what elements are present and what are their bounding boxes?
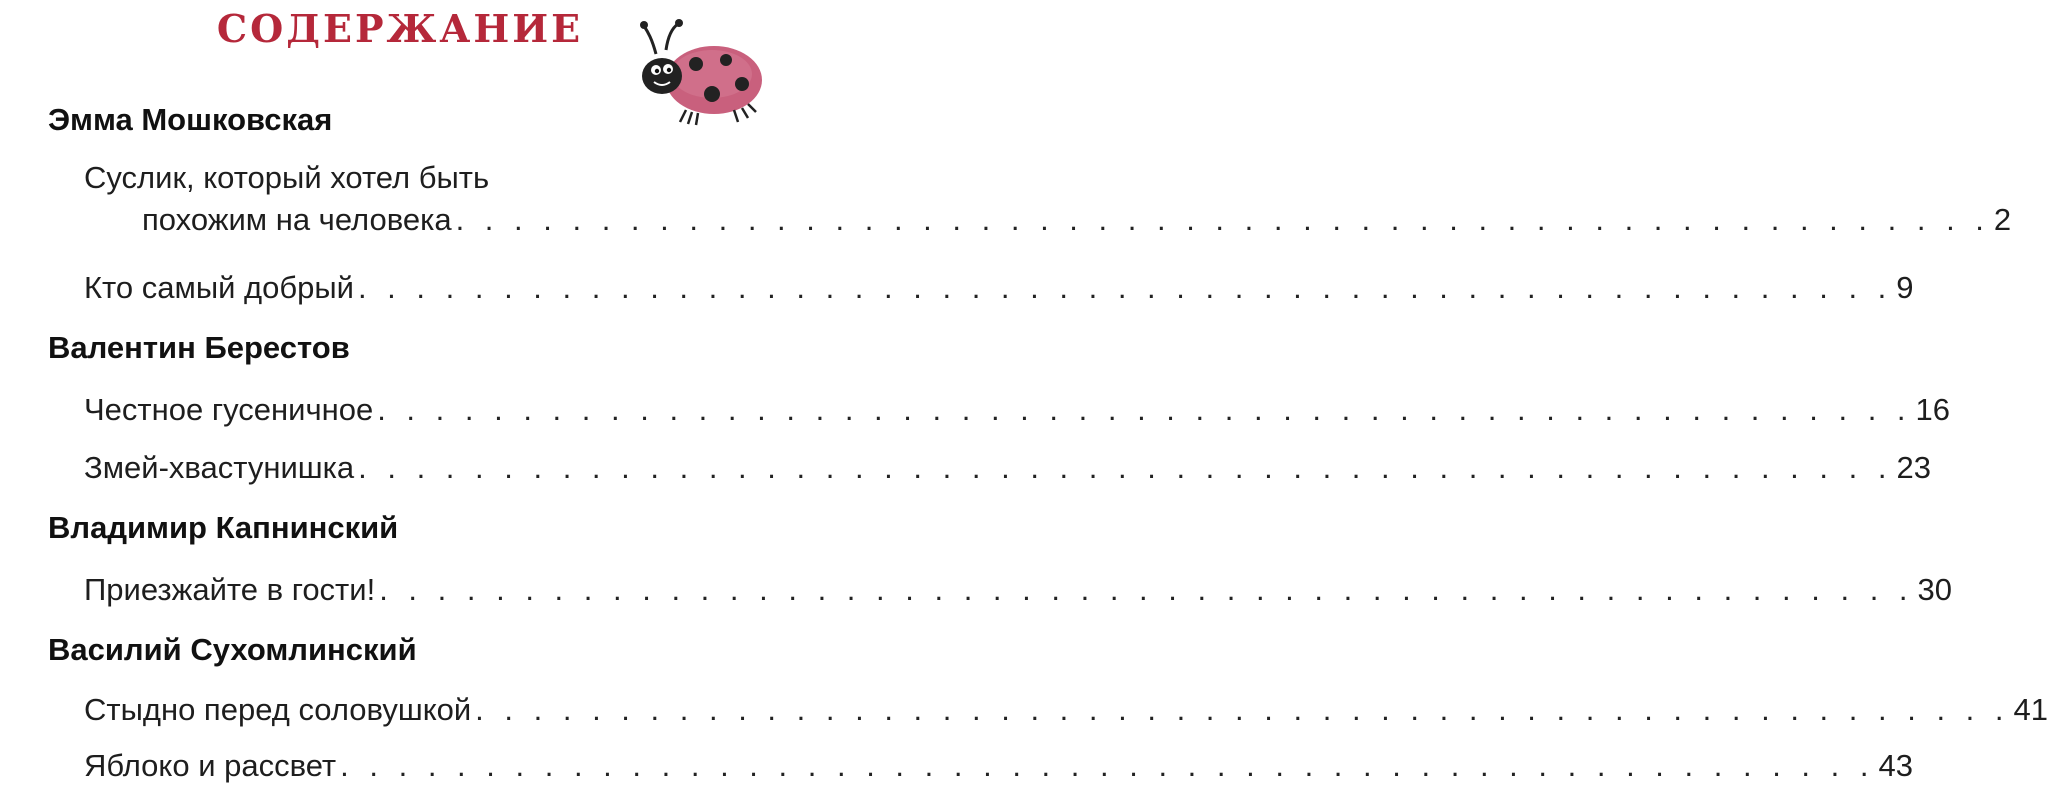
entry-title-line: Суслик, который хотел быть	[84, 160, 490, 195]
dot-leader	[358, 450, 1892, 486]
toc-entry[interactable]	[84, 270, 1914, 306]
page-number: 41	[2013, 692, 2048, 727]
entry-title: похожим на человека	[142, 202, 452, 237]
page-number: 43	[1878, 748, 1913, 783]
dot-leader	[377, 392, 1911, 428]
page-number: 30	[1917, 572, 1953, 607]
author-heading: Валентин Берестов	[48, 330, 350, 365]
author-heading: Владимир Капнинский	[48, 510, 399, 545]
page-number: 2	[1993, 202, 2012, 237]
toc-entry[interactable]	[84, 392, 1951, 428]
page-number: 23	[1896, 450, 1931, 485]
toc-entry[interactable]	[84, 692, 2048, 728]
dot-leader	[379, 572, 1913, 608]
page-number: 16	[1915, 392, 1951, 427]
entry-title: Кто самый добрый	[84, 270, 354, 305]
author-heading: Василий Сухомлинский	[48, 632, 417, 667]
dot-leader	[456, 202, 1990, 238]
toc-entry[interactable]	[84, 450, 1931, 486]
dot-leader	[358, 270, 1892, 306]
page-number: 9	[1896, 270, 1914, 305]
entry-title: Змей-хвастунишка	[84, 450, 355, 485]
dot-leader	[340, 748, 1874, 784]
entry-title: Приезжайте в гости!	[84, 572, 376, 607]
author-heading: Эмма Мошковская	[48, 102, 333, 137]
dot-leader	[475, 692, 2009, 728]
entry-title: Яблоко и рассвет	[84, 748, 337, 783]
toc-entry[interactable]	[84, 572, 1953, 608]
page-title: СОДЕРЖАНИЕ	[216, 6, 584, 51]
toc-entry[interactable]	[84, 748, 1913, 784]
toc-entry[interactable]	[84, 160, 2012, 238]
entry-title: Честное гусеничное	[84, 392, 374, 427]
entry-title: Стыдно перед соловушкой	[84, 692, 472, 727]
